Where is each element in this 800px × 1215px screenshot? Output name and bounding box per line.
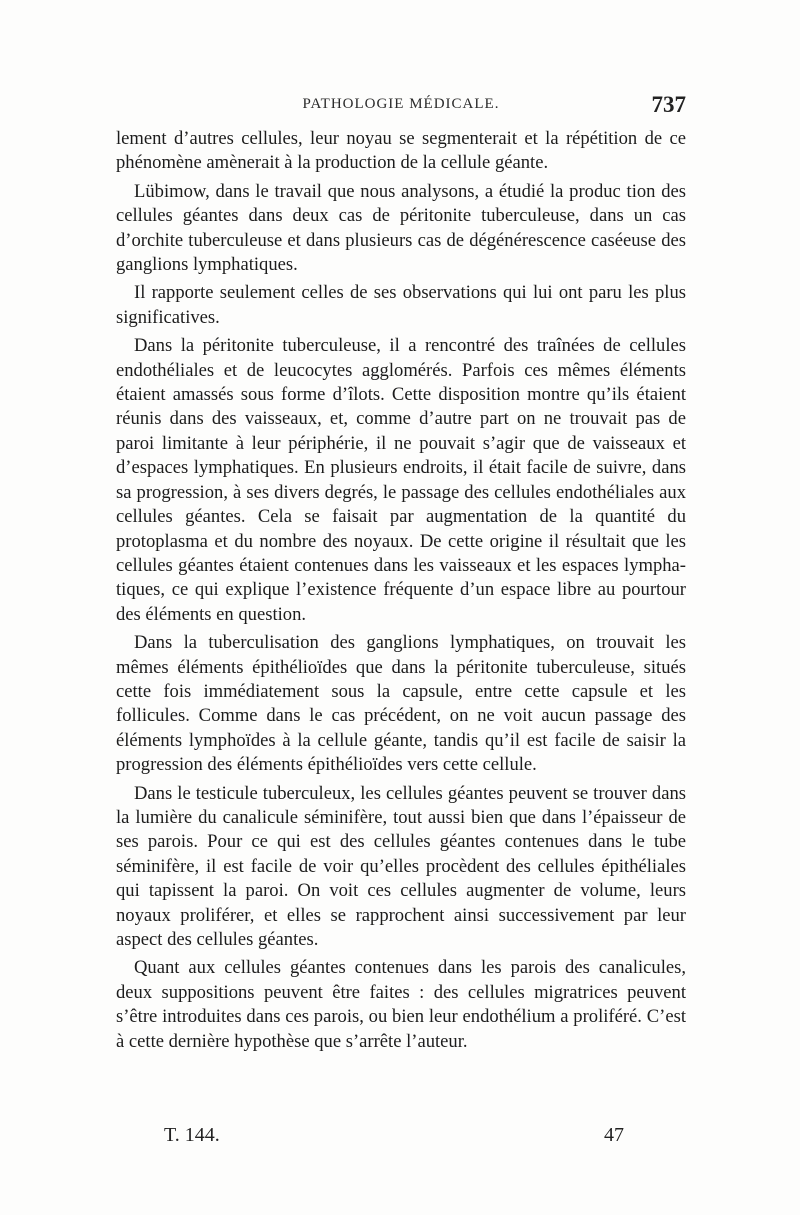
running-title: PATHOLOGIE MÉDICALE. <box>302 96 500 112</box>
paragraph-peritonite: Dans la péritonite tuberculeuse, il a rencontré des traînées de cellules endothéliales et de leucocytes agglomérés. Parfois ces mêmes éléments étaient amassés sous forme d’îlots. Cette disposition montre qu’ils étaient réunis dans des vaisseaux, et, comme d’autre part on ne trouvait pas de paroi limitante à leur périphérie, il ne pouvait s’agir que de vaisseaux et d’espaces lymphatiques. En plusieurs endroits, il était facile de suivre, dans sa progression, à ses divers degrés, le passage des cellules endothéliales aux cellules géantes. Cela se faisait par augmentation de la quantité du protoplasma et du nombre des noyaux. De cette origine il résultait que les cellules géantes étaient contenues dans les vaisseaux et les espaces lymphatiques, ce qui explique l’existence fréquente d’un espace libre au pourtour des éléments en question. <box>116 335 686 625</box>
signature-mark: T. 144. <box>164 1124 220 1146</box>
paragraph-testicule: Dans le testicule tuberculeux, les cellules géantes peuvent se trouver dans la lumière du canalicule séminifère, tout aussi bien que dans l’épaisseur de ses parois. Pour ce qui est des cellules géantes contenues dans le tube séminifère, il est facile de voir qu’elles procèdent des cellules épithéliales qui tapissent la paroi. On voit ces cellules augmenter de volume, leurs noyaux proliférer, et elles se rapprochent ainsi successivement par leur aspect des cellules géantes. <box>116 782 686 950</box>
paragraph-ganglions: Dans la tuberculisation des ganglions lymphatiques, on trouvait les mêmes éléments épithélioïdes que dans la péritonite tuberculeuse, situés cette fois immédiatement sous la capsule, entre cette capsule et les follicules. Comme dans le cas précédent, on ne voit aucun passage des éléments lymphoïdes à la cellule géante, tandis qu’il est facile de saisir la progression des éléments épithélioïdes vers cette cellule. <box>116 632 686 776</box>
paragraph-lubimow: Lübimow, dans le travail que nous analysons, a étudié la produc tion des cellules géantes dans deux cas de péritonite tuberculeuse, dans un cas d’orchite tuberculeuse et dans plusieurs cas de dégénérescence caséeuse des ganglions lymphatiques. <box>116 180 686 276</box>
page-footer <box>116 1124 686 1154</box>
running-header <box>116 92 686 120</box>
paragraph-observations: Il rapporte seulement celles de ses observations qui lui ont paru les plus significatives. <box>116 282 686 328</box>
page-number: 737 <box>651 92 686 117</box>
body-text <box>116 127 686 1054</box>
paragraph-continuation: lement d’autres cellules, leur noyau se segmenterait et la répétition de ce phénomène amènerait à la production de la cellule géante. <box>116 128 686 174</box>
paragraph-canalicules: Quant aux cellules géantes contenues dans les parois des canalicules, deux suppositions peuvent être faites : des cellules migratrices peuvent s’être introduites dans ces parois, ou bien leur endothélium a proliféré. C’est à cette dernière hypothèse que s’arrête l’auteur. <box>116 957 686 1052</box>
sheet-number: 47 <box>604 1124 624 1146</box>
